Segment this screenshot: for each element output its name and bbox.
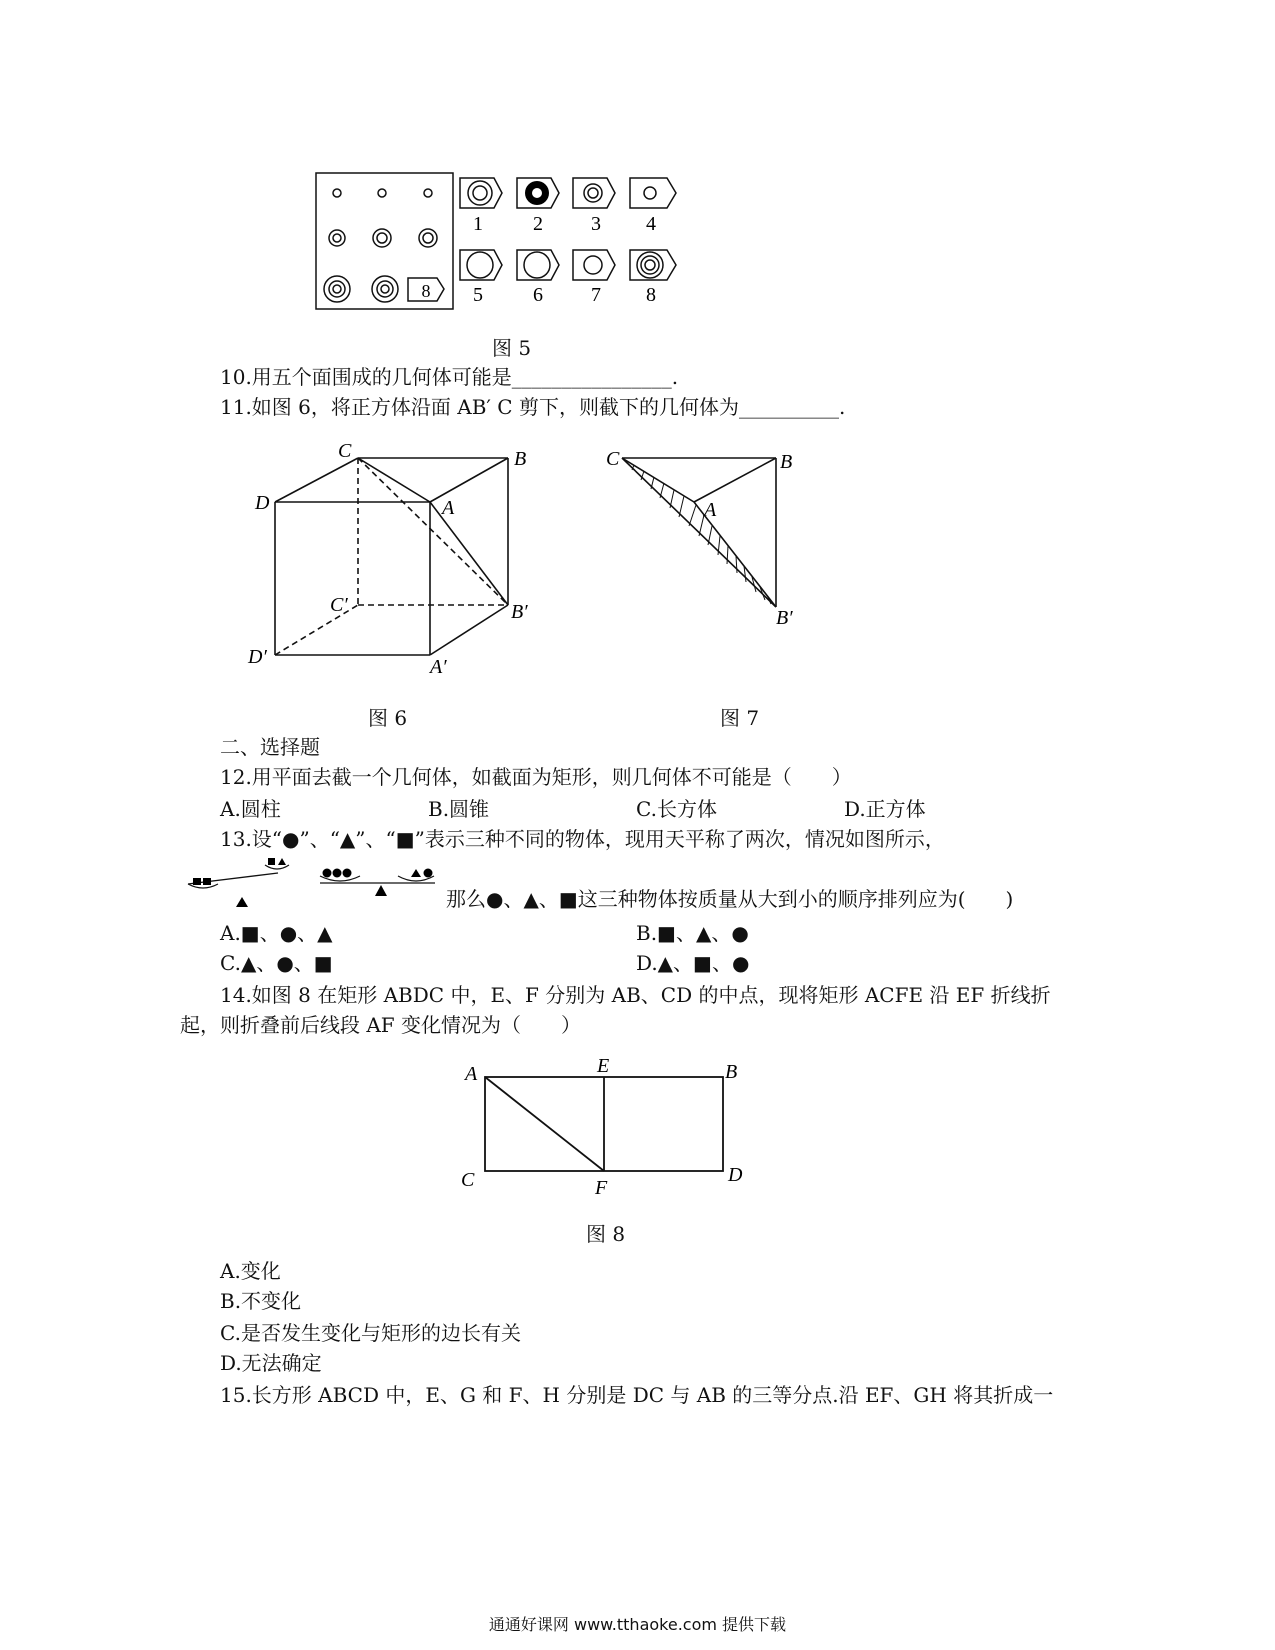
vertex-label-C-prime: C′	[330, 594, 348, 616]
figure-6-caption: 图 6	[368, 706, 408, 730]
q13-option-c: C.▲、●、■	[220, 951, 333, 975]
vertex-label-D-prime: D′	[248, 646, 267, 668]
q14-option-b: B.不变化	[220, 1289, 302, 1313]
balance-scale-2	[320, 869, 435, 897]
vertex-label-B-prime: B′	[511, 601, 528, 623]
option-6	[517, 250, 559, 306]
question-10: 10.用五个面围成的几何体可能是________________.	[220, 365, 679, 389]
svg-text:8: 8	[646, 284, 656, 306]
question-13-continuation: 那么●、▲、■这三种物体按质量从大到小的顺序排列应为( )	[446, 887, 1014, 911]
option-4	[630, 178, 676, 235]
balance-scale-1	[188, 858, 289, 907]
svg-text:1: 1	[473, 213, 483, 235]
vertex-label-F: F	[595, 1177, 608, 1199]
figure-6	[240, 435, 570, 685]
q13-option-d: D.▲、■、●	[636, 951, 750, 975]
grid-cell-2-3	[419, 229, 437, 247]
vertex-label-A: A	[704, 499, 717, 521]
question-15: 15.长方形 ABCD 中，E、G 和 F、H 分别是 DC 与 AB 的三等分点.沿 EF、GH 将其折成一	[220, 1383, 1054, 1407]
grid-cell-1-3	[424, 189, 432, 197]
svg-text:5: 5	[473, 284, 483, 306]
vertex-label-B: B	[780, 451, 793, 473]
question-14: 14.如图 8 在矩形 ABDC 中，E、F 分别为 AB、CD 的中点，现将矩形 ACFE 沿 EF 折线折	[220, 983, 1051, 1007]
option-8	[630, 250, 676, 306]
grid-cell-3-1	[324, 276, 350, 302]
q12-option-b: B.圆锥	[428, 797, 490, 821]
vertex-label-C: C	[606, 448, 620, 470]
svg-text:4: 4	[646, 213, 656, 235]
vertex-label-B: B	[514, 448, 527, 470]
svg-text:6: 6	[533, 284, 543, 306]
figure-8	[455, 1050, 755, 1200]
q12-option-a: A.圆柱	[220, 797, 281, 821]
figure-8-caption: 图 8	[586, 1222, 626, 1246]
figure-7	[600, 440, 820, 640]
option-2	[517, 178, 559, 235]
figure-7-caption: 图 7	[720, 706, 760, 730]
grid-cell-2-1	[329, 230, 345, 246]
option-1	[460, 178, 502, 235]
question-11: 11.如图 6，将正方体沿面 AB′ C 剪下，则截下的几何体为__________.	[220, 395, 846, 419]
q13-option-b: B.■、▲、●	[636, 921, 749, 945]
figure-5	[310, 170, 690, 315]
grid-cell-2-2	[373, 229, 391, 247]
q12-option-d: D.正方体	[844, 797, 926, 821]
option-7	[573, 250, 615, 306]
q14-option-d: D.无法确定	[220, 1351, 322, 1375]
grid-cell-1-1	[333, 189, 341, 197]
option-3	[573, 178, 615, 235]
question-14-continuation: 起，则折叠前后线段 AF 变化情况为（ ）	[180, 1013, 582, 1037]
vertex-label-A-prime: A′	[430, 656, 447, 678]
vertex-label-D: D	[728, 1164, 743, 1186]
balance-scales-figure	[180, 856, 445, 906]
grid-cell-1-2	[378, 189, 386, 197]
section-title: 二、选择题	[220, 735, 320, 759]
q12-option-c: C.长方体	[636, 797, 717, 821]
vertex-label-E: E	[597, 1055, 610, 1077]
q14-option-c: C.是否发生变化与矩形的边长有关	[220, 1321, 521, 1345]
page-footer: 通通好课网 www.tthaoke.com 提供下载	[488, 1615, 787, 1634]
grid-cell-label: 8	[421, 281, 431, 301]
vertex-label-C: C	[338, 440, 352, 462]
vertex-label-C: C	[461, 1169, 475, 1191]
grid-cell-3-3	[408, 278, 444, 301]
vertex-label-D: D	[255, 492, 270, 514]
question-12: 12.用平面去截一个几何体，如截面为矩形，则几何体不可能是（ ）	[220, 765, 852, 789]
question-13: 13.设“●”、“▲”、“■”表示三种不同的物体，现用天平称了两次，情况如图所示，	[220, 827, 945, 851]
q13-option-a: A.■、●、▲	[220, 921, 333, 945]
vertex-label-A: A	[465, 1063, 478, 1085]
vertex-label-B: B	[725, 1061, 738, 1083]
svg-text:2: 2	[533, 213, 543, 235]
option-5	[460, 250, 502, 306]
grid-cell-3-2	[372, 276, 398, 302]
svg-text:3: 3	[591, 213, 601, 235]
vertex-label-B-prime: B′	[776, 607, 793, 629]
svg-text:7: 7	[591, 284, 601, 306]
vertex-label-A: A	[442, 497, 455, 519]
figure-5-caption: 图 5	[492, 336, 532, 360]
q14-option-a: A.变化	[220, 1259, 281, 1283]
